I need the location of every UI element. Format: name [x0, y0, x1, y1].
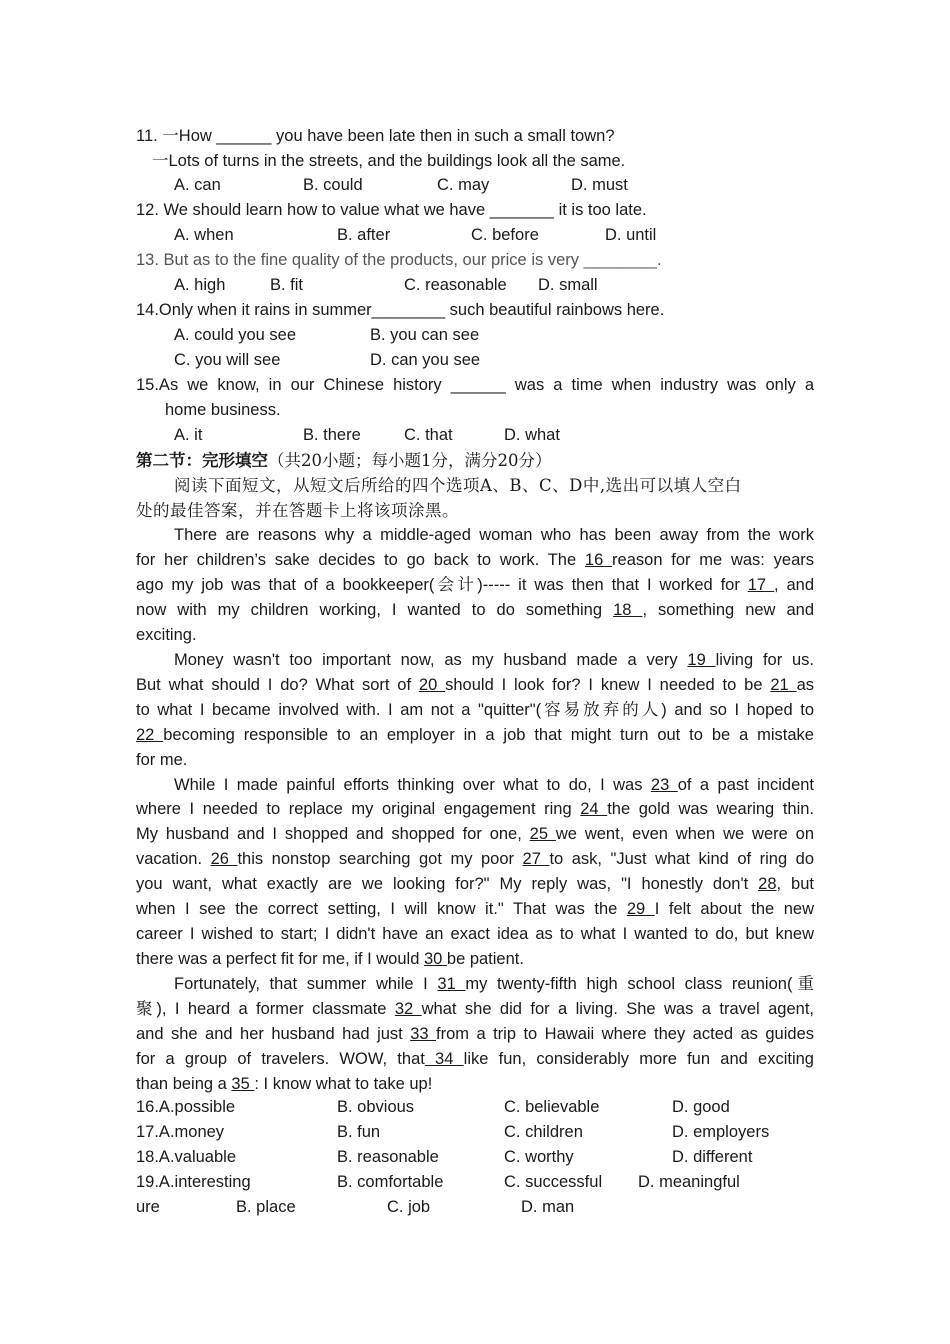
option: D. until	[605, 226, 657, 244]
option: D. must	[571, 176, 628, 194]
choice-option: C. worthy	[504, 1148, 574, 1166]
passage-line	[136, 548, 814, 573]
blank-number: 35	[231, 1075, 255, 1093]
question-11-reply: 一Lots of turns in the streets, and the buildings look all the same.	[152, 152, 626, 170]
passage-line	[136, 997, 814, 1022]
option: A. can	[174, 176, 221, 194]
question-15-stem-line1: 15.As we know, in our Chinese history ______ was a time when industry was only a	[136, 376, 814, 394]
choice-option: B. reasonable	[337, 1148, 439, 1166]
passage-text: becoming responsible to an employer in a job that might turn out to be a mistake	[163, 726, 814, 744]
passage-text: : I know what to take up!	[254, 1075, 433, 1093]
passage-text: for a group of travelers. WOW, that	[136, 1050, 425, 1068]
passage-line	[136, 922, 814, 947]
passage-line	[136, 872, 814, 897]
passage-line	[136, 847, 814, 872]
choice-option: 16.A.possible	[136, 1098, 236, 1116]
passage-text: the gold was wearing thin.	[607, 800, 815, 818]
question-15-stem-line2: home business.	[165, 401, 281, 419]
blank-number: 18	[613, 601, 643, 619]
passage-line	[136, 947, 524, 972]
blank-number: 22	[136, 726, 164, 744]
section-instruction-line1: 阅读下面短文，从短文后所给的四个选项A、B、C、D中,选出可以填人空白	[174, 476, 742, 495]
passage-line	[174, 972, 814, 997]
passage-text: where I needed to replace my original engagement ring	[136, 800, 581, 818]
passage-text: to what I became involved with. I am not a "quitter"(容易放弃的人) and so I hoped to	[136, 701, 814, 719]
passage-text: living for us.	[715, 651, 814, 669]
passage-text: Fortunately, that summer while I	[174, 975, 438, 993]
choice-option: C. believable	[504, 1098, 600, 1116]
blank-number: 17	[747, 576, 774, 594]
passage-text: Money wasn't too important now, as my husband made a very	[174, 651, 688, 669]
option: A. high	[174, 276, 226, 294]
choice-option: D. good	[672, 1098, 730, 1116]
passage-text: to ask, "Just what kind of ring do	[549, 850, 815, 868]
passage-text: now with my children working, I wanted to do something	[136, 601, 614, 619]
blank-number: 24	[580, 800, 608, 818]
blank-number: 19	[687, 651, 716, 669]
option: D. can you see	[370, 351, 481, 369]
choice-option: C. successful	[504, 1173, 603, 1191]
passage-text: from a trip to Hawaii where they acted as guides	[436, 1025, 815, 1043]
option: B. you can see	[370, 326, 480, 344]
choice-option: 19.A.interesting	[136, 1173, 251, 1191]
passage-text: exciting.	[136, 626, 197, 644]
passage-line	[136, 897, 814, 922]
passage-text: , something new and	[642, 601, 815, 619]
choice-option: B. obvious	[337, 1098, 415, 1116]
passage-line	[174, 523, 814, 548]
passage-text: There are reasons why a middle-aged woman who has been away from the work	[174, 526, 814, 544]
option: C. you will see	[174, 351, 281, 369]
passage-text: , but	[776, 875, 814, 893]
blank-number: 31	[437, 975, 466, 993]
blank-number: 30	[423, 950, 447, 968]
option: A. it	[174, 426, 203, 444]
blank-number: 21	[770, 676, 797, 694]
option: B. fit	[270, 276, 304, 294]
passage-text: when I see the correct setting, I will know it." That was the	[136, 900, 627, 918]
blank-number: 26	[210, 850, 238, 868]
passage-text: While I made painful efforts thinking over what to do, I was	[174, 776, 651, 794]
passage-text: like fun, considerably more fun and exciting	[463, 1050, 814, 1068]
passage-text: we went, even when we were on	[555, 825, 815, 843]
option: D. man	[521, 1198, 575, 1216]
passage-text: for me.	[136, 751, 188, 769]
passage-line	[136, 1072, 432, 1097]
choice-option: B. fun	[337, 1123, 381, 1141]
blank-number: 32	[394, 1000, 422, 1018]
option: C. job	[387, 1198, 431, 1216]
option: ure	[136, 1198, 160, 1216]
option: C. before	[471, 226, 539, 244]
passage-line	[174, 773, 814, 798]
passage-text: My husband and I shopped and shopped for one,	[136, 825, 530, 843]
passage-line	[136, 822, 814, 847]
option: B. could	[303, 176, 363, 194]
option: B. place	[236, 1198, 296, 1216]
passage-text: career I wished to start; I didn't have an exact idea as to what I wanted to do, but knew	[136, 925, 814, 943]
passage-text: you want, what exactly are we looking for?" My reply was, "I honestly don't	[136, 875, 759, 893]
question-13-stem: 13. But as to the fine quality of the products, our price is very ________.	[136, 251, 662, 269]
passage-text: my twenty-fifth high school class reunion(重	[465, 975, 814, 993]
passage-text: , and	[774, 576, 815, 594]
option: C. that	[404, 426, 453, 444]
passage-text: for her children’s sake decides to go back to work. The	[136, 551, 585, 569]
passage-text: what she did for a living. She was a travel agent,	[421, 1000, 814, 1018]
blank-number: 33	[410, 1025, 437, 1043]
option: C. reasonable	[404, 276, 507, 294]
passage-text: of a past incident	[677, 776, 815, 794]
passage-line	[136, 698, 814, 723]
passage-text: I felt about the new	[654, 900, 814, 918]
section-instruction-line2: 处的最佳答案，并在答题卡上将该项涂黑。	[136, 501, 459, 520]
question-12-stem: 12. We should learn how to value what we have _______ it is too late.	[136, 201, 647, 219]
choice-option: 17.A.money	[136, 1123, 225, 1141]
passage-text: reason for me was: years	[612, 551, 815, 569]
passage-text: But what should I do? What sort of	[136, 676, 419, 694]
passage-text: ago my job was that of a bookkeeper(会计)----- it was then that I worked for	[136, 576, 748, 594]
section-note: （共20小题；每小题1分，满分20分）	[268, 451, 552, 470]
option: B. after	[337, 226, 391, 244]
option: A. could you see	[174, 326, 296, 344]
blank-number: 23	[650, 776, 678, 794]
passage-line	[174, 648, 814, 673]
passage-text: 聚), I heard a former classmate	[136, 1000, 395, 1018]
passage-text: this nonstop searching got my poor	[237, 850, 523, 868]
choice-option: D. different	[672, 1148, 753, 1166]
section-title: 第二节：完形填空	[136, 451, 268, 470]
option: C. may	[437, 176, 490, 194]
section-heading	[136, 448, 552, 474]
blank-number: 16	[584, 551, 613, 569]
passage-line	[136, 673, 814, 698]
blank-number: 27	[522, 850, 550, 868]
passage-text: and she and her husband had just	[136, 1025, 411, 1043]
option: D. what	[504, 426, 560, 444]
passage-line	[136, 598, 814, 623]
passage-text: should I look for? I knew I needed to be	[445, 676, 771, 694]
blank-number: 34	[424, 1050, 464, 1068]
choice-option: C. children	[504, 1123, 583, 1141]
passage-text: vacation.	[136, 850, 211, 868]
passage-line	[136, 1022, 814, 1047]
option: B. there	[303, 426, 361, 444]
blank-number: 28	[758, 875, 777, 893]
choice-option: 18.A.valuable	[136, 1148, 236, 1166]
passage-line	[136, 623, 197, 648]
option: A. when	[174, 226, 234, 244]
passage-text: as	[796, 676, 815, 694]
choice-option: B. comfortable	[337, 1173, 444, 1191]
passage-text: than being a	[136, 1075, 232, 1093]
option: D. small	[538, 276, 598, 294]
passage-line	[136, 748, 187, 773]
question-14-stem: 14.Only when it rains in summer________ such beautiful rainbows here.	[136, 301, 665, 319]
passage-line	[136, 797, 814, 822]
blank-number: 25	[529, 825, 556, 843]
blank-number: 29	[626, 900, 655, 918]
choice-option: D. employers	[672, 1123, 770, 1141]
passage-line	[136, 1047, 814, 1072]
passage-text: there was a perfect fit for me, if I would	[136, 950, 424, 968]
question-11-stem: 11. 一How ______ you have been late then in such a small town?	[136, 127, 615, 145]
passage-line	[136, 573, 814, 598]
blank-number: 20	[418, 676, 446, 694]
passage-line	[136, 723, 814, 748]
passage-text: be patient.	[446, 950, 524, 968]
choice-option: D. meaningful	[638, 1173, 740, 1191]
